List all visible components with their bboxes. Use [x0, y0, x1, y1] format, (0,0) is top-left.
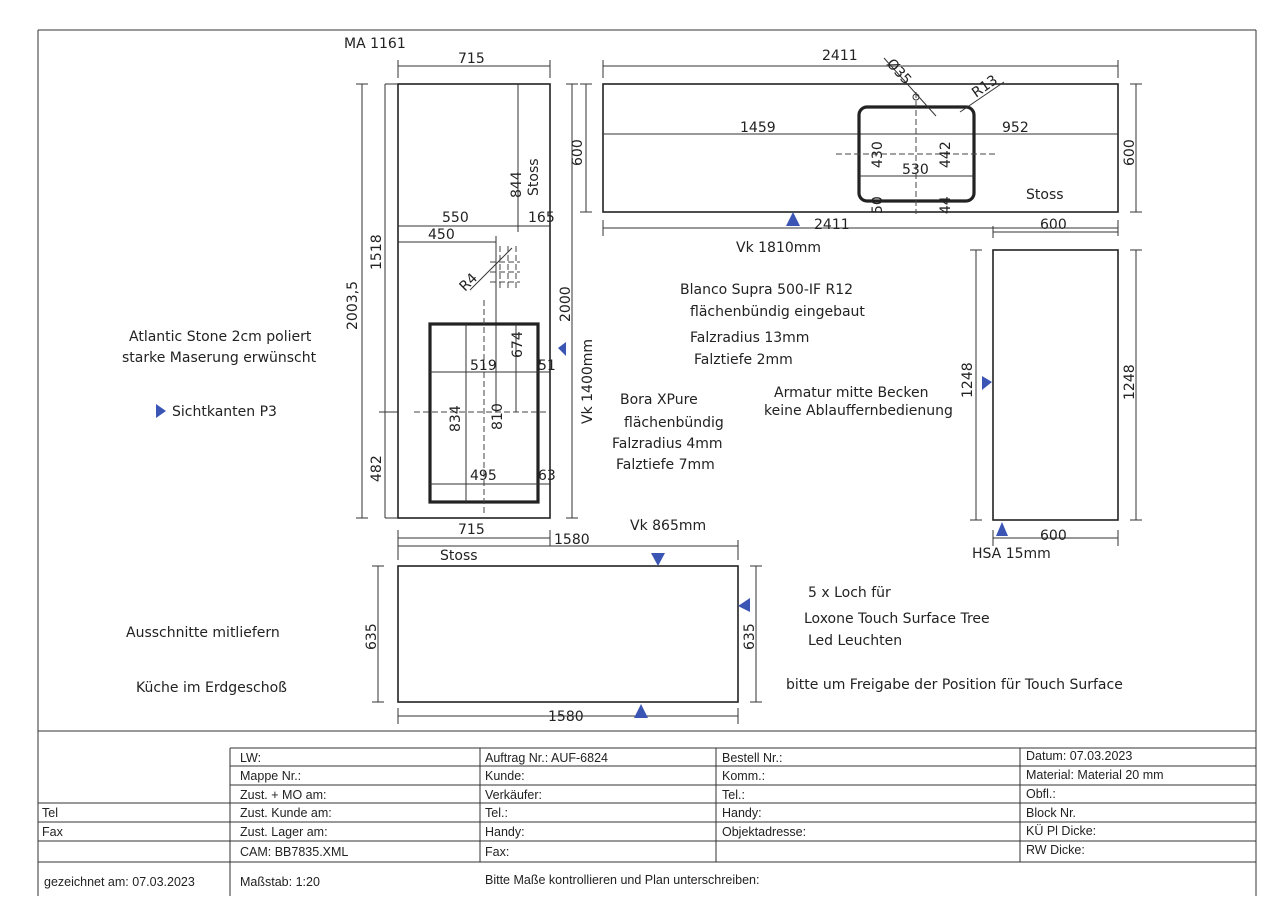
dim-sink-430: 430 — [870, 141, 886, 168]
right-panel — [960, 217, 1142, 562]
tb-datum: Datum: 07.03.2023 — [1026, 749, 1133, 763]
dim-cutout-63: 63 — [538, 468, 556, 484]
tb-zust-lager: Zust. Lager am: — [240, 825, 328, 839]
dim-cutout-674: 674 — [510, 331, 526, 358]
dim-right-top-width: 600 — [1040, 217, 1067, 233]
note-blanco-1: Blanco Supra 500-IF R12 — [680, 282, 854, 298]
dim-sink-50: 50 — [870, 196, 886, 214]
tb-tel3: Tel.: — [722, 788, 745, 802]
tb-mappe: Mappe Nr.: — [240, 769, 302, 783]
dim-left-bottom-extra: 1580 — [554, 532, 590, 548]
tb-zust-mo: Zust. + MO am: — [240, 788, 327, 802]
tb-fax: Fax — [42, 825, 63, 839]
label-vk-865: Vk 865mm — [630, 518, 707, 534]
dim-sink-r13: R13 — [969, 72, 1001, 102]
dim-bottom-height-left: 635 — [364, 623, 380, 650]
bottom-panel-outline — [398, 566, 738, 702]
dim-cutout-810: 810 — [490, 403, 506, 430]
note-sichtkanten: Sichtkanten P3 — [172, 404, 277, 420]
note-armatur-2: keine Ablauffernbedienung — [764, 403, 953, 419]
tb-handy3: Handy: — [722, 806, 762, 820]
dim-bottom-height-right: 635 — [742, 623, 758, 650]
note-ausschnitte: Ausschnitte mitliefern — [126, 625, 280, 641]
dim-sink-d35: Ø35 — [883, 55, 915, 89]
label-vk-1400: Vk 1400mm — [580, 338, 596, 424]
note-material-2: starke Maserung erwünscht — [122, 350, 317, 366]
dim-top-952: 952 — [1002, 120, 1029, 136]
dim-top-height-right: 600 — [1122, 139, 1138, 166]
dim-left-total-height: 2003,5 — [345, 281, 361, 330]
sichtkanten-marker-icon — [156, 404, 166, 418]
dim-top-bottom-width: 2411 — [814, 217, 850, 233]
tb-zust-kunde: Zust. Kunde am: — [240, 806, 332, 820]
note-loxone-3: Led Leuchten — [808, 633, 903, 649]
tb-tel: Tel — [42, 806, 58, 820]
edge-marker-icon — [651, 553, 665, 566]
dim-top-width: 2411 — [822, 48, 858, 64]
dim-right-height-left: 1248 — [960, 362, 976, 398]
dim-cutout-51: 51 — [538, 358, 556, 374]
tb-komm: Komm.: — [722, 769, 766, 783]
dim-sink-530: 530 — [902, 162, 929, 178]
left-panel-outline — [398, 84, 550, 518]
note-kueche: Küche im Erdgeschoß — [136, 680, 287, 696]
dim-sink-44: 44 — [938, 196, 954, 214]
note-blanco-2: flächenbündig eingebaut — [690, 304, 865, 320]
note-freigabe: bitte um Freigabe der Position für Touch Surface — [786, 677, 1123, 693]
edge-marker-icon — [634, 704, 648, 718]
edge-marker-icon — [738, 598, 750, 612]
tb-tel2: Tel.: — [485, 806, 508, 820]
bottom-panel — [364, 518, 762, 725]
tb-cam: CAM: BB7835.XML — [240, 845, 349, 859]
dim-top-1459: 1459 — [740, 120, 776, 136]
dim-left-right-height: 2000 — [558, 286, 574, 322]
note-bora-2: flächenbündig — [624, 415, 724, 431]
dim-left-bottom-width: 715 — [458, 522, 485, 538]
tb-auftrag: Auftrag Nr.: AUF-6824 — [485, 751, 608, 765]
tb-lw: LW: — [240, 751, 262, 765]
note-material-1: Atlantic Stone 2cm poliert — [129, 329, 312, 345]
right-panel-outline — [993, 250, 1118, 520]
tb-material: Material: Material 20 mm — [1026, 768, 1164, 782]
label-stoss-vertical: Stoss — [526, 158, 542, 196]
tb-verkaeufer: Verkäufer: — [485, 788, 542, 802]
dim-pos-550: 550 — [442, 210, 469, 226]
tb-kue-dicke: KÜ Pl Dicke: — [1026, 824, 1097, 838]
left-panel — [345, 51, 596, 548]
note-blanco-4: Falztiefe 2mm — [694, 352, 793, 368]
tb-handy: Handy: — [485, 825, 525, 839]
dim-cutout-834: 834 — [448, 405, 464, 432]
dim-radius-4: R4 — [456, 270, 482, 295]
note-loxone-2: Loxone Touch Surface Tree — [804, 611, 990, 627]
edge-marker-icon — [786, 212, 800, 226]
dim-cutout-495: 495 — [470, 468, 497, 484]
dim-cutout-519: 519 — [470, 358, 497, 374]
tb-fax2: Fax: — [485, 845, 510, 859]
tb-objektadresse: Objektadresse: — [722, 825, 807, 839]
edge-marker-icon — [982, 376, 992, 390]
dim-left-top-width: 715 — [458, 51, 485, 67]
dim-left-upper-height: 1518 — [369, 234, 385, 270]
note-bora-4: Falztiefe 7mm — [616, 457, 715, 473]
note-bora-1: Bora XPure — [620, 392, 698, 408]
tb-rw-dicke: RW Dicke: — [1026, 843, 1085, 857]
label-top-stoss: Stoss — [1026, 187, 1064, 203]
tb-gezeichnet: gezeichnet am: 07.03.2023 — [44, 875, 195, 889]
tb-bestell: Bestell Nr.: — [722, 751, 783, 765]
dim-pos-450: 450 — [428, 227, 455, 243]
label-bottom-stoss: Stoss — [440, 548, 478, 564]
note-loxone-1: 5 x Loch für — [808, 585, 891, 601]
tb-hinweis: Bitte Maße kontrollieren und Plan unterschreiben: — [485, 873, 760, 887]
title-block — [38, 731, 1256, 896]
dim-right-bottom-width: 600 — [1040, 528, 1067, 544]
note-bora-3: Falzradius 4mm — [612, 436, 723, 452]
note-blanco-3: Falzradius 13mm — [690, 330, 810, 346]
label-hsa: HSA 15mm — [972, 546, 1051, 562]
dim-right-height-right: 1248 — [1122, 364, 1138, 400]
dim-pos-165: 165 — [528, 210, 555, 226]
plan-code: MA 1161 — [344, 36, 406, 52]
note-armatur-1: Armatur mitte Becken — [774, 385, 929, 401]
dim-sink-442: 442 — [938, 141, 954, 168]
label-vk-1810: Vk 1810mm — [736, 240, 822, 256]
tb-block: Block Nr. — [1026, 806, 1077, 820]
tb-kunde: Kunde: — [485, 769, 525, 783]
dim-left-lower-height: 482 — [369, 455, 385, 482]
notes — [122, 282, 1123, 696]
dim-top-height-left: 600 — [570, 139, 586, 166]
tb-obfl: Obfl.: — [1026, 787, 1056, 801]
edge-marker-icon — [558, 342, 566, 356]
tb-massstab: Maßstab: 1:20 — [240, 875, 320, 889]
edge-marker-icon — [996, 522, 1008, 536]
dim-bottom-width-bottom: 1580 — [548, 709, 584, 725]
dim-stoss-vertical: 844 — [509, 171, 525, 198]
